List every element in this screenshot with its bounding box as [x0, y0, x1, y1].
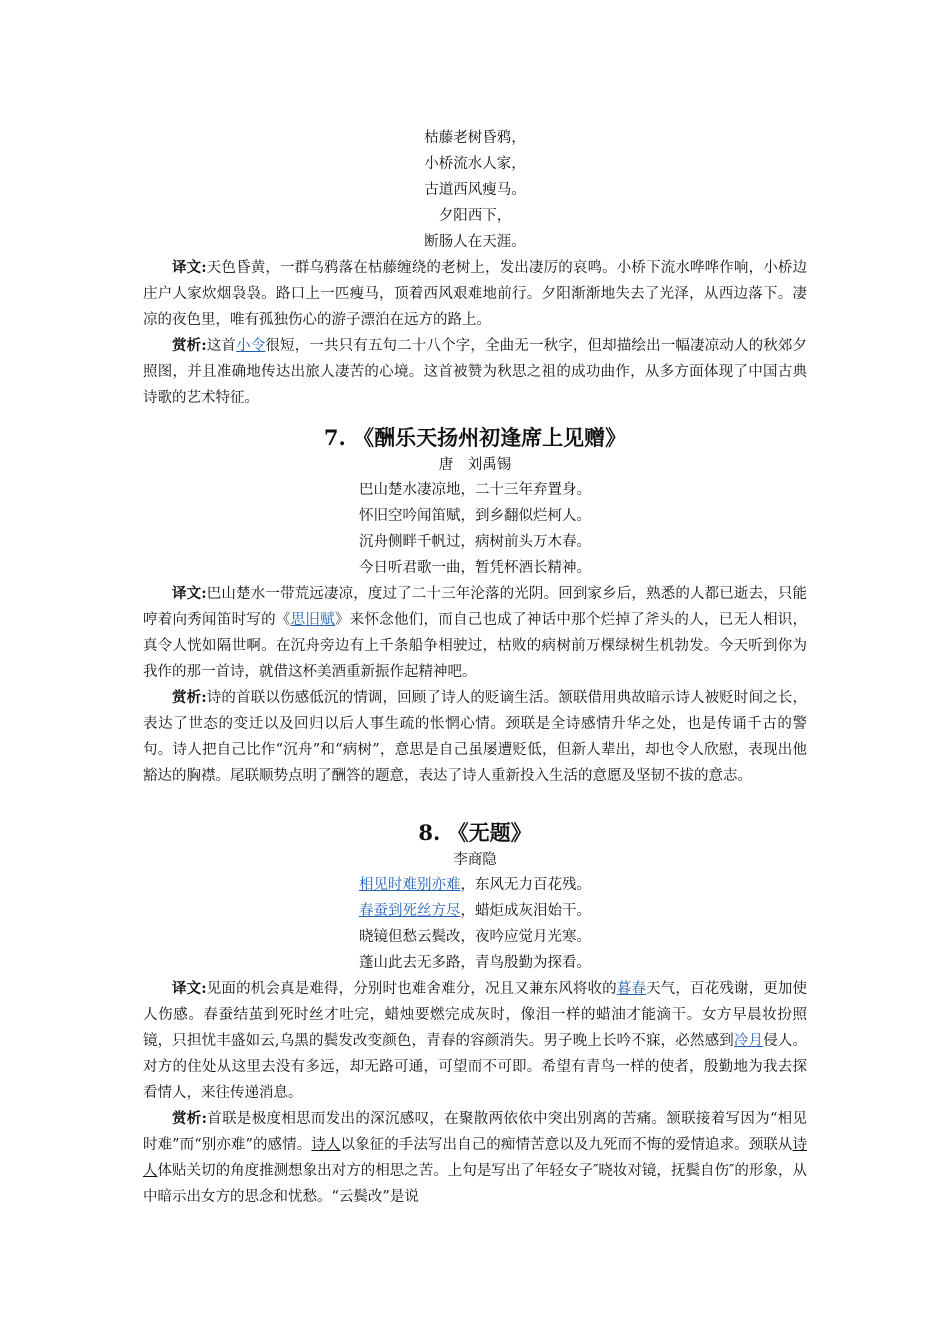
translation-label: 译文:	[172, 980, 207, 997]
translation-text: 侵人。对方的住处从这里去没有多远，却无路可通，可望而不可即。希望有青鸟一样的使者，殷勤地为我去探看情人，来往传递消息。	[143, 1033, 808, 1101]
underlined-term-poet: 诗人	[311, 1137, 341, 1153]
poem-block-8	[143, 818, 807, 1210]
appreciation-label: 赏析:	[172, 337, 207, 354]
appreciation-paragraph	[143, 685, 807, 789]
translation-text: 天色昏黄，一群乌鸦落在枯藤缠绕的老树上，发出凄厉的哀鸣。小桥下流水哗哗作响，小桥边庄户人家炊烟袅袅。路口上一匹瘦马，顶着西风艰难地前行。夕阳渐渐地失去了光泽，从西边落下。凄凉的夜色里，唯有孤独伤心的游子漂泊在远方的路上。	[143, 260, 807, 328]
appreciation-text-post: 很短，一共只有五句二十八个字，全曲无一秋字，但却描绘出一幅凄凉动人的秋郊夕照图，并且准确地传达出旅人凄苦的心境。这首被赞为秋思之祖的成功曲作，从多方面体现了中国古典诗歌的艺术特征。	[143, 338, 808, 406]
poem-line: 断肠人在天涯。	[424, 234, 526, 250]
appreciation-paragraph	[143, 333, 807, 411]
translation-paragraph	[143, 581, 807, 685]
link-lengyue[interactable]: 冷月	[733, 1033, 764, 1049]
translation-text: 见面的机会真是难得，分别时也难舍难分，况且又兼东风将收的	[206, 981, 617, 997]
poem-line	[143, 872, 807, 898]
link-muchun[interactable]: 暮春	[616, 981, 647, 997]
poem-line: 古道西风瘦马。	[424, 182, 526, 198]
poem-line-text: ，东风无力百花残。	[460, 877, 591, 893]
appreciation-paragraph	[143, 1106, 807, 1210]
poem-block-7	[143, 423, 807, 789]
translation-text-post: 》来怀念他们，而自己也成了神话中那个烂掉了斧头的人，已无人相识，真令人恍如隔世啊。在沉舟旁边有上千条船争相驶过，枯败的病树前万棵绿树生机勃发。今天听到你为我作的那一首诗，就借这杯美酒重新振作起精神吧。	[143, 612, 808, 680]
poem-line: 沉舟侧畔千帆过，病树前头万木春。	[359, 534, 591, 550]
appreciation-text: 诗的首联以伤感低沉的情调，回顾了诗人的贬谪生活。颔联借用典故暗示诗人被贬时间之长，表达了世态的变迁以及回归以后人事生疏的怅惘心情。颈联是全诗感情升华之处，也是传诵千古的警句。诗人把自己比作“沉舟”和“病树”，意思是自己虽屡遭贬低，但新人辈出，却也令人欣慰，表现出他豁达的胸襟。尾联顺势点明了酬答的题意，表达了诗人重新投入生活的意愿及坚韧不拔的意志。	[143, 690, 807, 784]
poem-author: 李商隐	[453, 852, 497, 868]
translation-paragraph	[143, 976, 807, 1106]
poem-line: 枯藤老树昏鸦，	[424, 130, 526, 146]
link-xiangjianshinan[interactable]: 相见时难别亦难	[359, 877, 461, 893]
link-xiaoling[interactable]: 小令	[236, 338, 266, 354]
appreciation-text: 首联是极度相思而发出的深沉感叹，在聚散两依依中突出别离的苦痛。颔联接着写因为“相见时难”而“别亦难”的感情。	[143, 1111, 807, 1153]
appreciation-text: 以象征的手法写出自己的痴情苦意以及九死而不悔的爱情追求。颈联从	[340, 1137, 793, 1153]
poem-line: 怀旧空吟闻笛赋，到乡翻似烂柯人。	[359, 508, 591, 524]
translation-text-pre: 巴山楚水一带荒远凄凉，度过了二十三年沦落的光阴。回到家乡后，熟悉的人都已逝去，只能哼着向秀闻笛时写的《	[143, 586, 807, 628]
poem-line	[143, 898, 807, 924]
underlined-term-poet: 诗人	[143, 1137, 808, 1179]
poem-line: 晓镜但愁云鬓改，夜吟应觉月光寒。	[359, 929, 591, 945]
link-chuncan[interactable]: 春蚕到死丝方尽	[359, 903, 461, 919]
translation-text: 天气，百花残谢，更加使人伤感。春蚕结茧到死时丝才吐完，蜡烛要燃完成灰时，像泪一样的蜡油才能滴干。女方早晨妆扮照镜，只担忧丰盛如云,乌黑的鬓发改变颜色，青春的容颜消失。男子晚上长吟不寐，必然感到	[143, 981, 808, 1049]
translation-paragraph	[143, 255, 807, 333]
poem-line-text: ，蜡炬成灰泪始干。	[460, 903, 591, 919]
appreciation-text: 体贴关切的角度推测想象出对方的相思之苦。上句是写出了年轻女子″晓妆对镜，抚鬓自伤″的形象，从中暗示出女方的思念和忧愁。“云鬓改”是说	[143, 1163, 807, 1205]
link-sijiufu[interactable]: 思旧赋	[290, 612, 335, 628]
appreciation-label: 赏析:	[172, 1110, 207, 1127]
appreciation-label: 赏析:	[172, 689, 207, 706]
poem-author: 唐 刘禹锡	[438, 457, 512, 473]
section-title: 7. 《酬乐天扬州初逢席上见赠》	[323, 425, 627, 450]
translation-label: 译文:	[172, 259, 207, 276]
section-title: 8. 《无题》	[418, 820, 532, 845]
translation-label: 译文:	[172, 585, 207, 602]
appreciation-text-pre: 这首	[206, 338, 237, 354]
poem-block-autumn-thoughts	[143, 125, 807, 411]
poem-line: 今日听君歌一曲，暂凭杯酒长精神。	[359, 560, 591, 576]
poem-line: 蓬山此去无多路，青鸟殷勤为探看。	[359, 955, 591, 971]
poem-line: 巴山楚水凄凉地，二十三年弃置身。	[359, 482, 591, 498]
poem-line: 小桥流水人家，	[424, 156, 526, 172]
poem-line: 夕阳西下，	[438, 208, 512, 224]
